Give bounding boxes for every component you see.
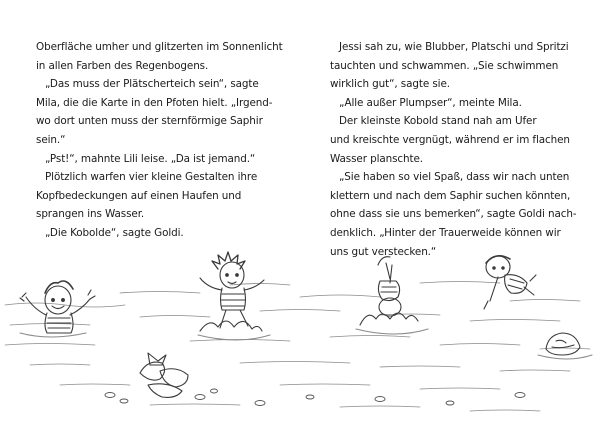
text-line: sein.“ <box>36 133 66 146</box>
text-line: „Die Kobolde“, sagte Goldi. <box>45 226 184 239</box>
text-line: Oberfläche umher und glitzerten im Sonnenlicht <box>36 41 283 53</box>
text-line: und kreischte vergnügt, während er im flachen <box>330 133 570 146</box>
text-line: „Alle außer Plumpser“, meinte Mila. <box>339 96 522 109</box>
text-line: sprangen ins Wasser. <box>36 208 145 221</box>
right-page-text <box>330 38 577 261</box>
goblin-jumping <box>198 252 270 340</box>
rock <box>538 333 592 359</box>
goblin-waving <box>20 281 95 337</box>
pond-drawing <box>0 245 600 425</box>
text-line: klettern und nach dem Saphir suchen könnten, <box>330 189 571 202</box>
text-line: „Das muss der Plätscherteich sein“, sagte <box>45 78 259 91</box>
text-line: wirklich gut“, sagte sie. <box>330 78 450 91</box>
text-line: Jessi sah zu, wie Blubber, Platschi und Spritzi <box>339 41 569 53</box>
text-line: denklich. „Hinter der Trauerweide können wir <box>330 226 561 239</box>
text-line: Mila, die die Karte in den Pfoten hielt. „Irgend- <box>36 96 273 109</box>
text-line: uns gut verstecken.“ <box>330 245 437 258</box>
goblin-diving <box>356 257 428 334</box>
text-line: in allen Farben des Regenbogens. <box>36 59 209 72</box>
text-line: Plötzlich warfen vier kleine Gestalten ihre <box>45 171 258 184</box>
goblins-pond-illustration <box>0 245 600 425</box>
water-ripples <box>5 282 590 412</box>
text-line: wo dort unten muss der sternförmige Saphir <box>36 115 263 128</box>
hat-pile <box>140 353 188 397</box>
text-line: Der kleinste Kobold stand nah am Ufer <box>339 115 537 128</box>
text-line: „Pst!“, mahnte Lili leise. „Da ist jemand.“ <box>45 152 256 165</box>
left-page-text <box>36 38 298 243</box>
text-line: „Sie haben so viel Spaß, dass wir nach unten <box>339 171 570 184</box>
text-line: ohne dass sie uns bemerken“, sagte Goldi nach- <box>330 208 577 221</box>
text-line: tauchten und schwammen. „Sie schwimmen <box>330 59 559 72</box>
text-line: Kopfbedeckungen auf einen Haufen und <box>36 189 242 202</box>
text-line: Wasser planschte. <box>330 152 423 165</box>
